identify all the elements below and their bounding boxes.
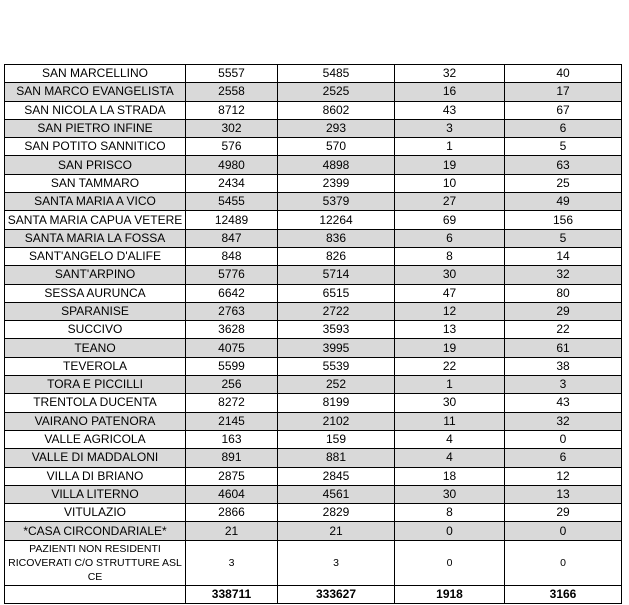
table-row	[5, 156, 622, 174]
table-row	[5, 485, 622, 503]
value-cell-4: 63	[505, 156, 622, 174]
value-cell-1: 21	[186, 522, 278, 540]
value-cell-1: 302	[186, 119, 278, 137]
table-row	[5, 174, 622, 192]
municipality-name-cell: SAN MARCO EVANGELISTA	[5, 83, 186, 101]
value-cell-2: 159	[278, 430, 395, 448]
value-cell-1: 8272	[186, 394, 278, 412]
municipality-name-cell: SANT'ARPINO	[5, 266, 186, 284]
value-cell-3: 43	[395, 101, 505, 119]
municipality-name-cell: VILLA LITERNO	[5, 485, 186, 503]
value-cell-1: 576	[186, 138, 278, 156]
value-cell-3: 10	[395, 174, 505, 192]
value-cell-3: 18	[395, 467, 505, 485]
value-cell-3: 8	[395, 247, 505, 265]
value-cell-2: 3995	[278, 339, 395, 357]
value-cell-4: 6	[505, 119, 622, 137]
value-cell-4: 38	[505, 357, 622, 375]
value-cell-1: 12489	[186, 211, 278, 229]
table-row	[5, 247, 622, 265]
table-row	[5, 357, 622, 375]
table-row	[5, 65, 622, 83]
value-cell-4: 22	[505, 321, 622, 339]
value-cell-1: 5455	[186, 193, 278, 211]
value-cell-4: 61	[505, 339, 622, 357]
municipality-name-cell: SAN PIETRO INFINE	[5, 119, 186, 137]
table-row	[5, 229, 622, 247]
value-cell-4: 29	[505, 302, 622, 320]
table-row	[5, 376, 622, 394]
table-row	[5, 101, 622, 119]
municipality-name-cell: SAN MARCELLINO	[5, 65, 186, 83]
value-cell-2: 5714	[278, 266, 395, 284]
table-row	[5, 412, 622, 430]
value-cell-4: 40	[505, 65, 622, 83]
table-row	[5, 540, 622, 585]
value-cell-4: 3	[505, 376, 622, 394]
value-cell-1: 847	[186, 229, 278, 247]
value-cell-2: 6515	[278, 284, 395, 302]
table-row	[5, 193, 622, 211]
value-cell-4: 32	[505, 412, 622, 430]
value-cell-3: 22	[395, 357, 505, 375]
value-cell-3: 19	[395, 339, 505, 357]
value-cell-2: 4561	[278, 485, 395, 503]
value-cell-3: 1	[395, 138, 505, 156]
value-cell-1: 2875	[186, 467, 278, 485]
value-cell-3: 8	[395, 504, 505, 522]
value-cell-2: 826	[278, 247, 395, 265]
value-cell-3: 30	[395, 485, 505, 503]
value-cell-2: 12264	[278, 211, 395, 229]
value-cell-2: 836	[278, 229, 395, 247]
value-cell-2: 3	[278, 540, 395, 585]
table-row	[5, 430, 622, 448]
value-cell-1: 2866	[186, 504, 278, 522]
municipality-data-table	[4, 64, 622, 604]
value-cell-2: 2845	[278, 467, 395, 485]
value-cell-1: 5557	[186, 65, 278, 83]
value-cell-2: 21	[278, 522, 395, 540]
table-body	[5, 65, 622, 604]
value-cell-3: 4	[395, 449, 505, 467]
value-cell-4: 17	[505, 83, 622, 101]
municipality-name-cell	[5, 585, 186, 603]
table-row	[5, 449, 622, 467]
value-cell-1: 3	[186, 540, 278, 585]
value-cell-1: 4980	[186, 156, 278, 174]
municipality-name-cell: SAN TAMMARO	[5, 174, 186, 192]
municipality-name-cell: VAIRANO PATENORA	[5, 412, 186, 430]
municipality-name-cell: SANT'ANGELO D'ALIFE	[5, 247, 186, 265]
municipality-name-cell: SAN PRISCO	[5, 156, 186, 174]
municipality-name-cell: SUCCIVO	[5, 321, 186, 339]
table-row	[5, 266, 622, 284]
value-cell-2: 5379	[278, 193, 395, 211]
municipality-name-cell: VALLE AGRICOLA	[5, 430, 186, 448]
value-cell-4: 49	[505, 193, 622, 211]
value-cell-3: 12	[395, 302, 505, 320]
value-cell-3: 27	[395, 193, 505, 211]
value-cell-2: 2102	[278, 412, 395, 430]
value-cell-1: 2145	[186, 412, 278, 430]
value-cell-4: 25	[505, 174, 622, 192]
value-cell-1: 5776	[186, 266, 278, 284]
value-cell-3: 19	[395, 156, 505, 174]
table-row	[5, 83, 622, 101]
value-cell-3: 30	[395, 266, 505, 284]
value-cell-2: 252	[278, 376, 395, 394]
value-cell-4: 0	[505, 540, 622, 585]
table-row	[5, 504, 622, 522]
value-cell-4: 3166	[505, 585, 622, 603]
value-cell-4: 6	[505, 449, 622, 467]
value-cell-4: 29	[505, 504, 622, 522]
municipality-name-cell: VALLE DI MADDALONI	[5, 449, 186, 467]
value-cell-1: 256	[186, 376, 278, 394]
value-cell-2: 5485	[278, 65, 395, 83]
value-cell-4: 12	[505, 467, 622, 485]
value-cell-4: 0	[505, 522, 622, 540]
value-cell-1: 2763	[186, 302, 278, 320]
value-cell-3: 69	[395, 211, 505, 229]
value-cell-1: 2434	[186, 174, 278, 192]
municipality-name-cell: SPARANISE	[5, 302, 186, 320]
value-cell-3: 4	[395, 430, 505, 448]
value-cell-1: 338711	[186, 585, 278, 603]
table-row	[5, 394, 622, 412]
value-cell-1: 5599	[186, 357, 278, 375]
table-row	[5, 119, 622, 137]
table-row	[5, 339, 622, 357]
value-cell-3: 0	[395, 522, 505, 540]
municipality-name-cell: TEVEROLA	[5, 357, 186, 375]
value-cell-3: 3	[395, 119, 505, 137]
value-cell-2: 2722	[278, 302, 395, 320]
value-cell-1: 163	[186, 430, 278, 448]
table-row	[5, 522, 622, 540]
value-cell-2: 4898	[278, 156, 395, 174]
value-cell-4: 43	[505, 394, 622, 412]
value-cell-3: 1918	[395, 585, 505, 603]
value-cell-2: 5539	[278, 357, 395, 375]
value-cell-2: 293	[278, 119, 395, 137]
value-cell-3: 30	[395, 394, 505, 412]
municipality-name-cell: SESSA AURUNCA	[5, 284, 186, 302]
municipality-name-cell: SANTA MARIA CAPUA VETERE	[5, 211, 186, 229]
value-cell-4: 80	[505, 284, 622, 302]
municipality-name-cell: SAN NICOLA LA STRADA	[5, 101, 186, 119]
value-cell-4: 156	[505, 211, 622, 229]
value-cell-4: 5	[505, 229, 622, 247]
value-cell-4: 14	[505, 247, 622, 265]
value-cell-3: 16	[395, 83, 505, 101]
value-cell-4: 67	[505, 101, 622, 119]
value-cell-2: 2525	[278, 83, 395, 101]
value-cell-2: 2399	[278, 174, 395, 192]
value-cell-3: 32	[395, 65, 505, 83]
table-row	[5, 585, 622, 603]
value-cell-1: 4604	[186, 485, 278, 503]
value-cell-2: 881	[278, 449, 395, 467]
value-cell-3: 47	[395, 284, 505, 302]
municipality-name-cell: SANTA MARIA A VICO	[5, 193, 186, 211]
value-cell-4: 13	[505, 485, 622, 503]
table-row	[5, 467, 622, 485]
value-cell-1: 4075	[186, 339, 278, 357]
municipality-name-cell: PAZIENTI NON RESIDENTI RICOVERATI C/O STRUTTURE ASL CE	[5, 540, 186, 585]
table-row	[5, 138, 622, 156]
value-cell-1: 848	[186, 247, 278, 265]
municipality-name-cell: TORA E PICCILLI	[5, 376, 186, 394]
table-row	[5, 284, 622, 302]
municipality-name-cell: SAN POTITO SANNITICO	[5, 138, 186, 156]
value-cell-2: 3593	[278, 321, 395, 339]
value-cell-2: 8199	[278, 394, 395, 412]
value-cell-3: 11	[395, 412, 505, 430]
value-cell-2: 2829	[278, 504, 395, 522]
value-cell-4: 0	[505, 430, 622, 448]
value-cell-3: 13	[395, 321, 505, 339]
municipality-name-cell: SANTA MARIA LA FOSSA	[5, 229, 186, 247]
value-cell-3: 6	[395, 229, 505, 247]
value-cell-3: 1	[395, 376, 505, 394]
value-cell-1: 891	[186, 449, 278, 467]
table-row	[5, 321, 622, 339]
municipality-name-cell: TRENTOLA DUCENTA	[5, 394, 186, 412]
value-cell-1: 2558	[186, 83, 278, 101]
municipality-name-cell: TEANO	[5, 339, 186, 357]
value-cell-1: 6642	[186, 284, 278, 302]
value-cell-2: 333627	[278, 585, 395, 603]
table-row	[5, 302, 622, 320]
value-cell-1: 3628	[186, 321, 278, 339]
municipality-name-cell: *CASA CIRCONDARIALE*	[5, 522, 186, 540]
value-cell-4: 5	[505, 138, 622, 156]
table-row	[5, 211, 622, 229]
value-cell-3: 0	[395, 540, 505, 585]
municipality-name-cell: VITULAZIO	[5, 504, 186, 522]
value-cell-2: 8602	[278, 101, 395, 119]
value-cell-2: 570	[278, 138, 395, 156]
value-cell-4: 32	[505, 266, 622, 284]
municipality-name-cell: VILLA DI BRIANO	[5, 467, 186, 485]
value-cell-1: 8712	[186, 101, 278, 119]
